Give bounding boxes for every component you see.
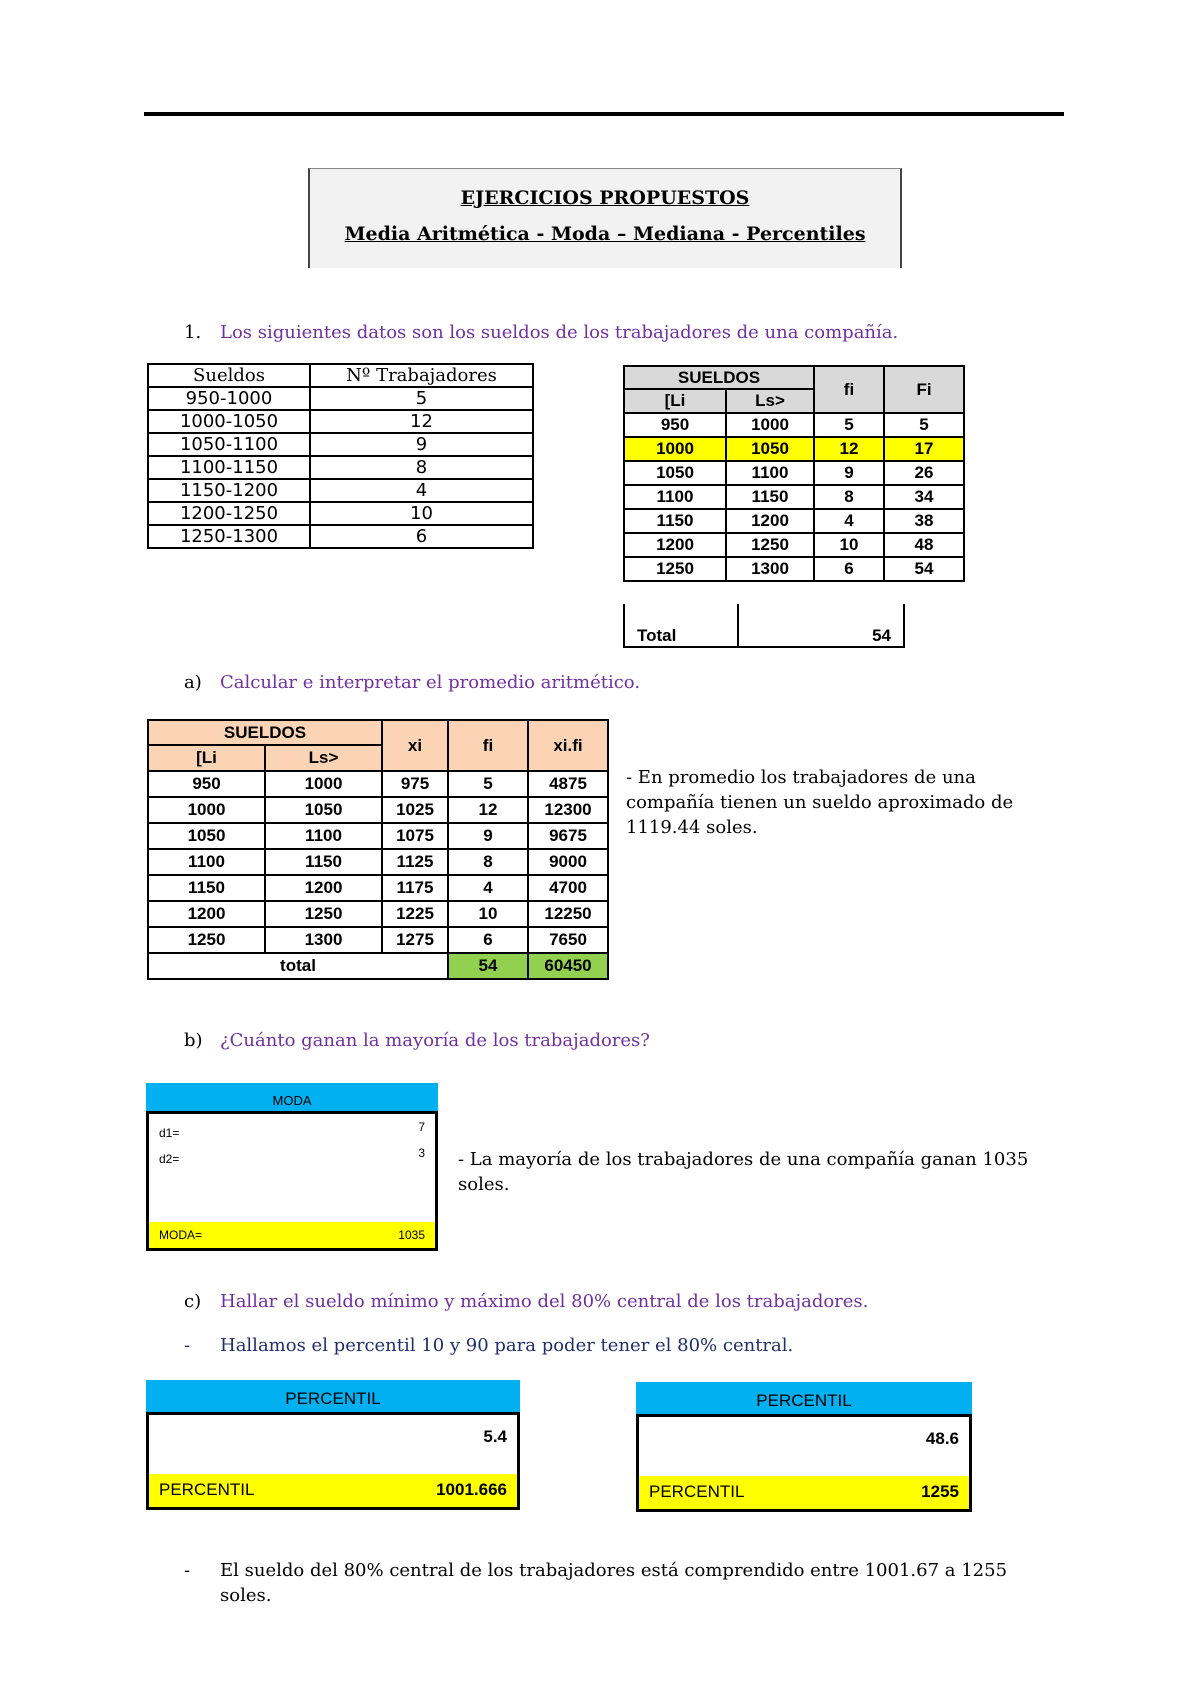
table-cell: 10 <box>310 502 533 525</box>
table-cell: 1250 <box>148 927 265 953</box>
table-cell: 1000 <box>624 437 726 461</box>
table-row <box>148 456 533 479</box>
table-cell: 6 <box>448 927 528 953</box>
table-cell: 1300 <box>265 927 382 953</box>
table-cell: 26 <box>884 461 964 485</box>
title-box <box>308 168 902 268</box>
percentile-position: 48.6 <box>925 1429 959 1448</box>
moda-result-label: MODA= <box>159 1228 203 1242</box>
table-cell: 9 <box>310 433 533 456</box>
d2-value: 3 <box>418 1146 425 1160</box>
header-cell: Fi <box>884 366 964 413</box>
table-cell: 1200 <box>265 875 382 901</box>
table-cell: 1200-1250 <box>148 502 310 525</box>
table-cell: 5 <box>814 413 884 437</box>
d2-label: d2= <box>159 1152 180 1166</box>
header-cell: [Li <box>148 745 265 771</box>
table-cell: 1100 <box>148 849 265 875</box>
percentile-result-value: 1255 <box>921 1482 959 1501</box>
percentile-result-value: 1001.666 <box>436 1480 507 1499</box>
table-cell: 950 <box>148 771 265 797</box>
question-c <box>184 1291 868 1312</box>
table-cell: 1100 <box>265 823 382 849</box>
table-cell: 1100 <box>726 461 814 485</box>
header-cell: Nº Trabajadores <box>310 364 533 387</box>
total-label: total <box>148 953 448 979</box>
header-cell: Ls> <box>726 389 814 413</box>
dash: - <box>184 1335 191 1356</box>
page-title: EJERCICIOS PROPUESTOS <box>460 187 750 209</box>
table-cell: 5 <box>884 413 964 437</box>
table-cell: 950 <box>624 413 726 437</box>
header-cell: fi <box>814 366 884 413</box>
table-cell: 9000 <box>528 849 608 875</box>
table-header-row <box>148 364 533 387</box>
table-header-row <box>624 366 964 389</box>
table-cell: 54 <box>884 557 964 581</box>
note-text: Hallamos el percentil 10 y 90 para poder tener el 80% central. <box>220 1335 794 1356</box>
table-cell: 1225 <box>382 901 448 927</box>
table-cell: 1250-1300 <box>148 525 310 548</box>
table-row <box>148 901 608 927</box>
table-row <box>148 771 608 797</box>
table-row <box>148 502 533 525</box>
table-cell: 1000 <box>148 797 265 823</box>
table-cell: 8 <box>814 485 884 509</box>
table-row <box>624 533 964 557</box>
table-cell: 1100 <box>624 485 726 509</box>
question-text: Calcular e interpretar el promedio aritmético. <box>220 672 641 693</box>
table-cell: 8 <box>310 456 533 479</box>
percentile-frame <box>146 1412 520 1510</box>
table-row <box>624 509 964 533</box>
table-cell: 12 <box>310 410 533 433</box>
table-cell: 1250 <box>726 533 814 557</box>
frequency-total <box>623 604 905 648</box>
table-cell: 1050 <box>624 461 726 485</box>
table-row <box>148 525 533 548</box>
percentile-header: PERCENTIL <box>146 1380 520 1412</box>
header-cell: [Li <box>624 389 726 413</box>
dash: - <box>184 1560 191 1581</box>
table-cell: 1150 <box>726 485 814 509</box>
table-cell: 4 <box>814 509 884 533</box>
table-cell: 1275 <box>382 927 448 953</box>
percentile-90-box <box>636 1382 972 1512</box>
total-fi: 54 <box>448 953 528 979</box>
table-cell: 1000 <box>265 771 382 797</box>
question-text: Los siguientes datos son los sueldos de los trabajadores de una compañía. <box>220 322 899 343</box>
table-cell: 1000-1050 <box>148 410 310 433</box>
table-cell: 1250 <box>624 557 726 581</box>
table-row <box>624 461 964 485</box>
table-cell: 12 <box>814 437 884 461</box>
table-cell: 9 <box>448 823 528 849</box>
table-cell: 1050-1100 <box>148 433 310 456</box>
table-cell: 1050 <box>148 823 265 849</box>
moda-result-value: 1035 <box>398 1228 425 1242</box>
table-row <box>148 387 533 410</box>
table-cell: 4 <box>448 875 528 901</box>
table-cell: 1100-1150 <box>148 456 310 479</box>
table-cell: 1000 <box>726 413 814 437</box>
table-cell: 1150-1200 <box>148 479 310 502</box>
percentile-note <box>184 1335 793 1356</box>
question-text: Hallar el sueldo mínimo y máximo del 80% central de los trabajadores. <box>220 1291 869 1312</box>
table-cell: 12300 <box>528 797 608 823</box>
table-cell: 9675 <box>528 823 608 849</box>
table-row <box>148 479 533 502</box>
table-cell: 1125 <box>382 849 448 875</box>
table-row <box>148 433 533 456</box>
table-total-row <box>148 953 608 979</box>
salary-table <box>147 363 534 549</box>
mean-table <box>147 719 609 980</box>
table-cell: 1050 <box>726 437 814 461</box>
table-cell: 38 <box>884 509 964 533</box>
table-row <box>148 410 533 433</box>
table-cell: 8 <box>448 849 528 875</box>
table-row <box>148 797 608 823</box>
header-cell: SUELDOS <box>624 366 814 389</box>
header-cell: SUELDOS <box>148 720 382 745</box>
question-number: b) <box>184 1030 203 1051</box>
header-cell: fi <box>448 720 528 771</box>
total-xifi: 60450 <box>528 953 608 979</box>
moda-header: MODA <box>146 1083 438 1111</box>
d1-label: d1= <box>159 1126 180 1140</box>
table-cell: 1150 <box>148 875 265 901</box>
moda-box <box>146 1083 438 1251</box>
final-answer-text: El sueldo del 80% central de los trabajadores está comprendido entre 1001.67 a 1255 soles. <box>220 1560 1008 1606</box>
table-cell: 4875 <box>528 771 608 797</box>
table-row <box>624 485 964 509</box>
header-cell: Sueldos <box>148 364 310 387</box>
table-row <box>624 413 964 437</box>
table-cell: 1200 <box>624 533 726 557</box>
question-number: 1. <box>184 322 202 343</box>
question-a <box>184 672 640 693</box>
table-row <box>624 557 964 581</box>
table-cell: 17 <box>884 437 964 461</box>
percentile-10-box <box>146 1380 520 1510</box>
question-b <box>184 1030 650 1051</box>
table-cell: 1075 <box>382 823 448 849</box>
percentile-result-bar <box>149 1474 517 1507</box>
mean-answer: - En promedio los trabajadores de una compañía tienen un sueldo aproximado de 1119.44 soles. <box>626 767 1014 838</box>
table-cell: 5 <box>310 387 533 410</box>
table-cell: 1150 <box>265 849 382 875</box>
question-number: a) <box>184 672 202 693</box>
percentile-position: 5.4 <box>483 1427 507 1446</box>
total-value: 54 <box>738 604 904 647</box>
question-1 <box>184 322 898 343</box>
table-cell: 975 <box>382 771 448 797</box>
header-rule <box>144 112 1064 116</box>
table-cell: 1200 <box>148 901 265 927</box>
page-subtitle: Media Aritmética - Moda – Mediana - Percentiles <box>344 223 866 245</box>
table-cell: 1025 <box>382 797 448 823</box>
final-answer <box>184 1558 1064 1608</box>
d1-value: 7 <box>418 1120 425 1134</box>
table-cell: 12250 <box>528 901 608 927</box>
table-cell: 10 <box>448 901 528 927</box>
table-cell: 48 <box>884 533 964 557</box>
percentile-result-label: PERCENTIL <box>649 1482 745 1501</box>
table-cell: 4 <box>310 479 533 502</box>
frequency-table <box>623 365 965 582</box>
table-cell: 1250 <box>265 901 382 927</box>
percentile-result-label: PERCENTIL <box>159 1480 255 1499</box>
moda-result-bar <box>149 1222 435 1248</box>
table-cell: 6 <box>310 525 533 548</box>
table-cell: 950-1000 <box>148 387 310 410</box>
table-cell: 1150 <box>624 509 726 533</box>
table-cell: 7650 <box>528 927 608 953</box>
table-cell: 1300 <box>726 557 814 581</box>
table-cell: 6 <box>814 557 884 581</box>
table-cell: 4700 <box>528 875 608 901</box>
table-cell: 5 <box>448 771 528 797</box>
table-cell: 9 <box>814 461 884 485</box>
table-cell: 34 <box>884 485 964 509</box>
header-cell: Ls> <box>265 745 382 771</box>
header-cell: xi <box>382 720 448 771</box>
table-row <box>148 875 608 901</box>
moda-answer: - La mayoría de los trabajadores de una compañía ganan 1035 soles. <box>458 1149 1029 1195</box>
table-cell: 1175 <box>382 875 448 901</box>
table-row <box>148 823 608 849</box>
table-row <box>148 849 608 875</box>
table-cell: 1200 <box>726 509 814 533</box>
percentile-frame <box>636 1414 972 1512</box>
table-cell: 10 <box>814 533 884 557</box>
total-label: Total <box>624 604 738 647</box>
table-header-row <box>148 720 608 745</box>
moda-frame <box>146 1111 438 1251</box>
question-text: ¿Cuánto ganan la mayoría de los trabajadores? <box>220 1030 650 1051</box>
table-row <box>148 927 608 953</box>
header-cell: xi.fi <box>528 720 608 771</box>
table-cell: 1050 <box>265 797 382 823</box>
question-number: c) <box>184 1291 202 1312</box>
table-row-highlighted <box>624 437 964 461</box>
percentile-result-bar <box>639 1476 969 1509</box>
table-cell: 12 <box>448 797 528 823</box>
percentile-header: PERCENTIL <box>636 1382 972 1414</box>
